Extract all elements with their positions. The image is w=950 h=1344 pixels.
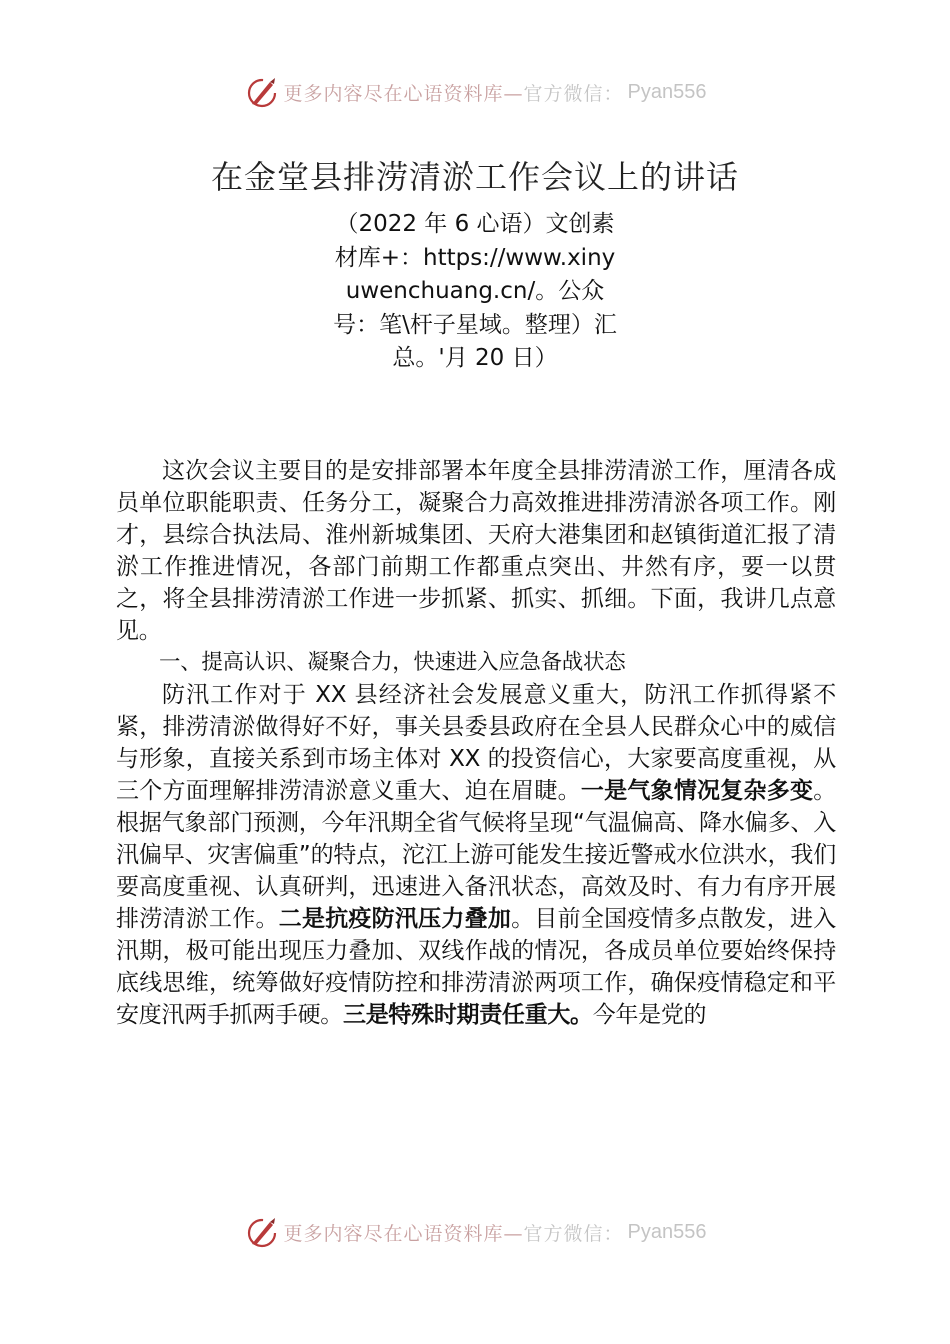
document-title: 在金堂县排涝清淤工作会议上的讲话 <box>210 158 739 196</box>
paragraph-intro: 这次会议主要目的是安排部署本年度全县排涝清淤工作，厘清各成员单位职能职责、任务分工，凝聚合力高效推进排涝清淤各项工作。刚才，县综合执法局、淮州新城集团、天府大港集团和赵镇街道汇报了清淤工作推进情况，各部门前期工作都重点突出、井然有序，要一以贯之，将全县排涝清淤工作进一步抓紧、抓实、抓细。下面，我讲几点意见。 <box>116 458 836 644</box>
point-1-bold: 一是气象情况复杂多变 <box>580 778 814 804</box>
point-2-text: 。目前全国疫情多点散发，进入汛期，极可能出现压力叠加、双线作战的情况，各成员单位要始终保持底线思维，统筹做好疫情防控和排涝清淤两项工作，确保疫情稳定和平安度汛两手抓两手硬。 <box>116 906 836 1028</box>
paragraph-section-1 <box>116 679 836 1031</box>
banner-wechat-label: 官方微信： <box>523 1222 624 1245</box>
point-1-text: 。根据气象部门预测，今年汛期全省气候将呈现“气温偏高、降水偏多、入汛偏早、灾害偏重”的特点，沱江上游可能发生接近警戒水位洪水，我们要高度重视、认真研判，迅速进入备汛状态，高效及时、有力有序开展排涝清淤工作。 <box>116 778 836 932</box>
banner-wechat-id: Pyan556 <box>627 1220 707 1243</box>
quill-pen-circle-logo-icon <box>244 1214 280 1250</box>
document-subtitle: （2022 年 6 心语）文创素材库+：https://www.xinyuwenchuang.cn/。公众号：笔\杆子星域。整理）汇总。'月 20 日） <box>333 211 617 371</box>
point-2-bold: 二是抗疫防汛压力叠加 <box>278 906 512 932</box>
banner-wechat-id: Pyan556 <box>627 80 707 103</box>
document-body <box>116 455 836 1031</box>
banner-text: 更多内容尽在心语资料库— <box>283 1222 524 1245</box>
quill-pen-circle-logo-icon <box>244 74 280 110</box>
header-banner <box>0 72 950 112</box>
paragraph-text: 防汛工作对于 XX 县经济社会发展意义重大，防汛工作抓得紧不紧，排涝清淤做得好不好，事关县委县政府在全县人民群众心中的威信与形象，直接关系到市场主体对 XX 的投资信心，大家要高度重视，从三个方面理解排涝清淤意义重大、迫在眉睫。 <box>116 682 836 804</box>
banner-wechat-label: 官方微信： <box>523 82 624 105</box>
section-heading-1: 一、提高认识、凝聚合力，快速进入应急备战状态 <box>159 650 626 675</box>
point-3-bold: 三是特殊时期责任重大。 <box>343 1002 593 1028</box>
banner-text: 更多内容尽在心语资料库— <box>283 82 524 105</box>
point-3-text: 今年是党的 <box>592 1002 707 1028</box>
footer-banner <box>0 1212 950 1252</box>
